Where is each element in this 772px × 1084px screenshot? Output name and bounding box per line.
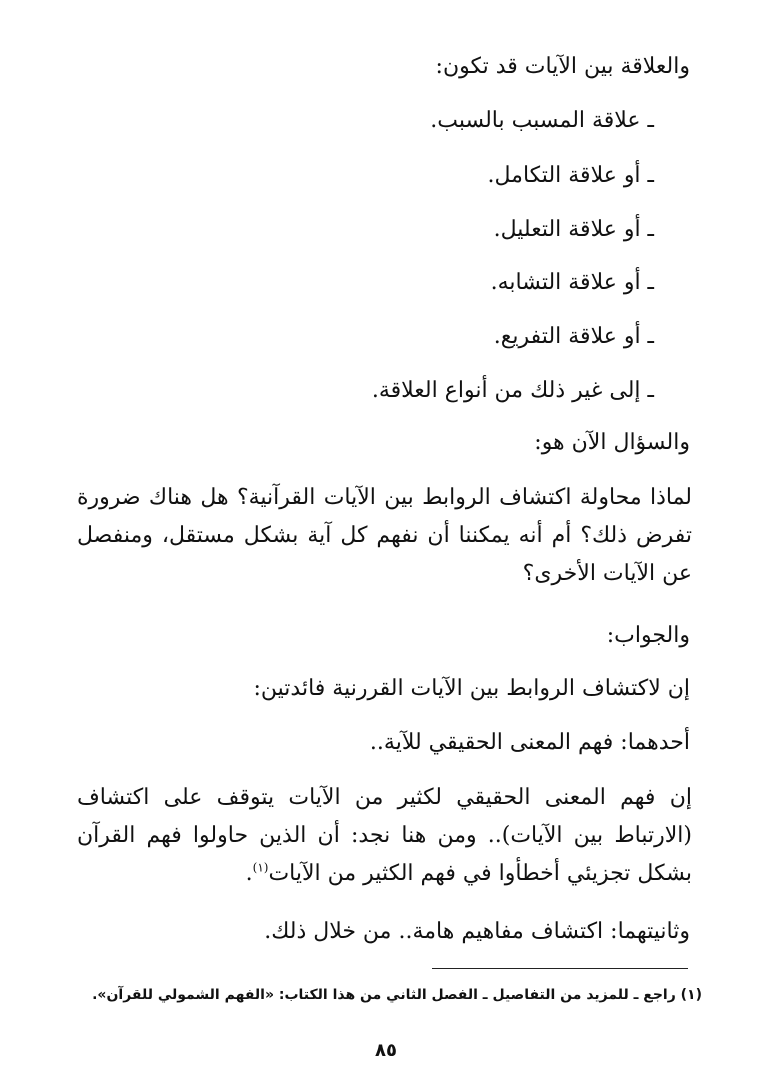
list-item: ـ علاقة المسبب بالسبب. xyxy=(430,108,654,133)
intro-line: والعلاقة بين الآيات قد تكون: xyxy=(435,54,690,79)
footnote: (١) راجع ـ للمزيد من التفاصيل ـ الفصل الثاني من هذا الكتاب: «الفهم الشمولي للقرآن». xyxy=(92,987,702,1003)
footnote-reference: (١) xyxy=(252,860,269,875)
answer-intro: والجواب: xyxy=(606,623,690,648)
list-item: ـ أو علاقة التشابه. xyxy=(490,270,654,295)
question-paragraph: لماذا محاولة اكتشاف الروابط بين الآيات القرآنية؟ هل هناك ضرورة تفرض ذلك؟ أم أنه يمكننا أن نفهم كل آية بشكل مستقل، ومنفصل عن الآيات الأخرى؟ xyxy=(77,485,692,586)
list-item: ـ أو علاقة التعليل. xyxy=(493,217,654,242)
list-item: ـ أو علاقة التفريع. xyxy=(493,324,654,349)
list-item: ـ إلى غير ذلك من أنواع العلاقة. xyxy=(371,378,654,403)
second-benefit: وثانيتهما: اكتشاف مفاهيم هامة.. من خلال ذلك. xyxy=(264,919,690,944)
question-intro: والسؤال الآن هو: xyxy=(534,430,690,455)
first-benefit: أحدهما: فهم المعنى الحقيقي للآية.. xyxy=(369,730,690,755)
footnote-divider xyxy=(432,968,688,969)
page-number: ٨٥ xyxy=(375,1040,397,1061)
first-benefit-text: إن فهم المعنى الحقيقي لكثير من الآيات يتوقف على اكتشاف (الارتباط بين الآيات).. ومن هنا نجد: أن الذين حاولوا فهم القرآن بشكل تجزيئي أخطأوا في فهم الكثير من الآيات xyxy=(77,785,692,886)
answer-line: إن لاكتشاف الروابط بين الآيات القررنية فائدتين: xyxy=(253,676,690,701)
list-item: ـ أو علاقة التكامل. xyxy=(487,163,654,188)
first-benefit-end: . xyxy=(245,861,253,886)
first-benefit-paragraph xyxy=(77,779,692,893)
